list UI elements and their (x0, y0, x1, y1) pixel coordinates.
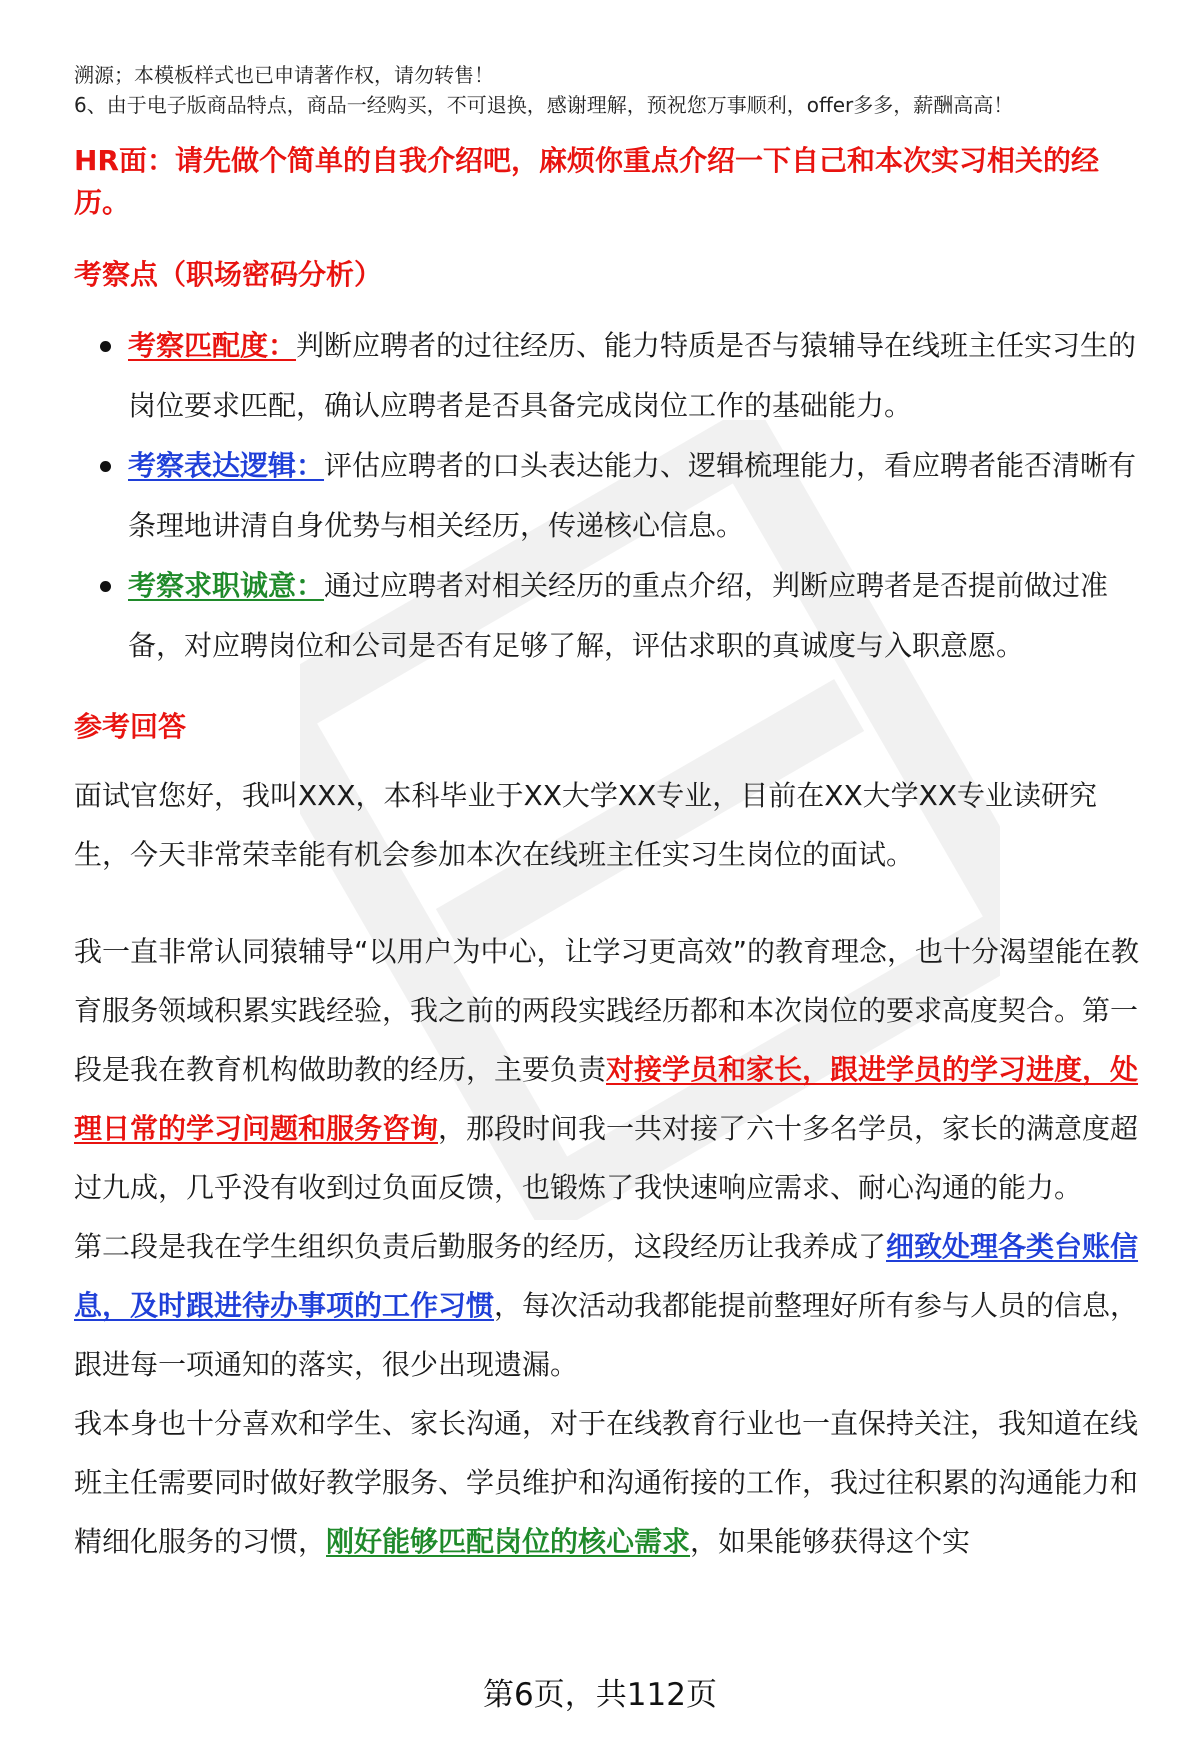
point-text: 判断应聘者的过往经历、能力特质是否与猿辅导在线班主任实习生的岗位要求匹配，确认应聘者是否具备完成岗位工作的基础能力。 (128, 329, 1137, 422)
point-keyword: 考察表达逻辑： (128, 449, 325, 482)
answer-paragraph (74, 922, 1148, 1217)
assessment-point (74, 556, 1148, 676)
answer-text: ，那段时间我一共对接了六十多名学员，家长的满意度超过九成，几乎没有收到过负面反馈，也锻炼了我快速响应需求、耐心沟通的能力。 (74, 1112, 1139, 1204)
answer-text: 我一直非常认同猿辅导“以用户为中心，让学习更高效”的教育理念，也十分渴望能在教育服务领域积累实践经验，我之前的两段实践经历都和本次岗位的要求高度契合。第一段是我在教育机构做助教的经历，主要负责 (74, 935, 1140, 1086)
document-page (74, 0, 1148, 1571)
top-note-line: 6、由于电子版商品特点，商品一经购买，不可退换，感谢理解，预祝您万事顺利，offer多多，薪酬高高！ (74, 93, 1014, 117)
answer-text: 我本身也十分喜欢和学生、家长沟通，对于在线教育行业也一直保持关注，我知道在线班主任需要同时做好教学服务、学员维护和沟通衔接的工作，我过往积累的沟通能力和精细化服务的习惯， (74, 1407, 1139, 1558)
answer-text: 第二段是我在学生组织负责后勤服务的经历，这段经历让我养成了 (74, 1230, 887, 1263)
answer-title: 参考回答 (74, 710, 187, 743)
answer-text: ，如果能够获得这个实 (690, 1525, 971, 1558)
point-text: 通过应聘者对相关经历的重点介绍，判断应聘者是否提前做过准备，对应聘岗位和公司是否有足够了解，评估求职的真诚度与入职意愿。 (128, 569, 1109, 662)
answer-highlight: 细致处理各类台账信息，及时跟进待办事项的工作习惯 (74, 1230, 1139, 1322)
page-number: 第6页，共112页 (483, 1677, 717, 1713)
answer-paragraph: 面试官您好，我叫XXX，本科毕业于XX大学XX专业，目前在XX大学XX专业读研究生，今天非常荣幸能有机会参加本次在线班主任实习生岗位的面试。 (74, 779, 1098, 871)
bullet-icon (100, 341, 111, 352)
answer-highlight: 刚好能够匹配岗位的核心需求 (326, 1525, 691, 1558)
answer-text: ，每次活动我都能提前整理好所有参与人员的信息，跟进每一项通知的落实，很少出现遗漏。 (74, 1289, 1139, 1381)
bullet-icon (100, 581, 111, 592)
top-note-line: 溯源；本模板样式也已申请著作权，请勿转售！ (74, 63, 494, 87)
assessment-point (74, 436, 1148, 556)
bullet-icon (100, 461, 111, 472)
point-text: 评估应聘者的口头表达能力、逻辑梳理能力，看应聘者能否清晰有条理地讲清自身优势与相关经历，传递核心信息。 (128, 449, 1137, 542)
answer-paragraph (74, 1217, 1148, 1394)
interview-question: HR面：请先做个简单的自我介绍吧，麻烦你重点介绍一下自己和本次实习相关的经历。 (74, 144, 1099, 219)
answer-paragraph (74, 1394, 1148, 1571)
point-keyword: 考察求职诚意： (128, 569, 325, 602)
analysis-title: 考察点（职场密码分析） (74, 258, 383, 291)
assessment-point (74, 316, 1148, 436)
point-keyword: 考察匹配度： (128, 329, 297, 362)
assessment-points (74, 316, 1148, 676)
answer-highlight: 对接学员和家长，跟进学员的学习进度，处理日常的学习问题和服务咨询 (74, 1053, 1139, 1145)
